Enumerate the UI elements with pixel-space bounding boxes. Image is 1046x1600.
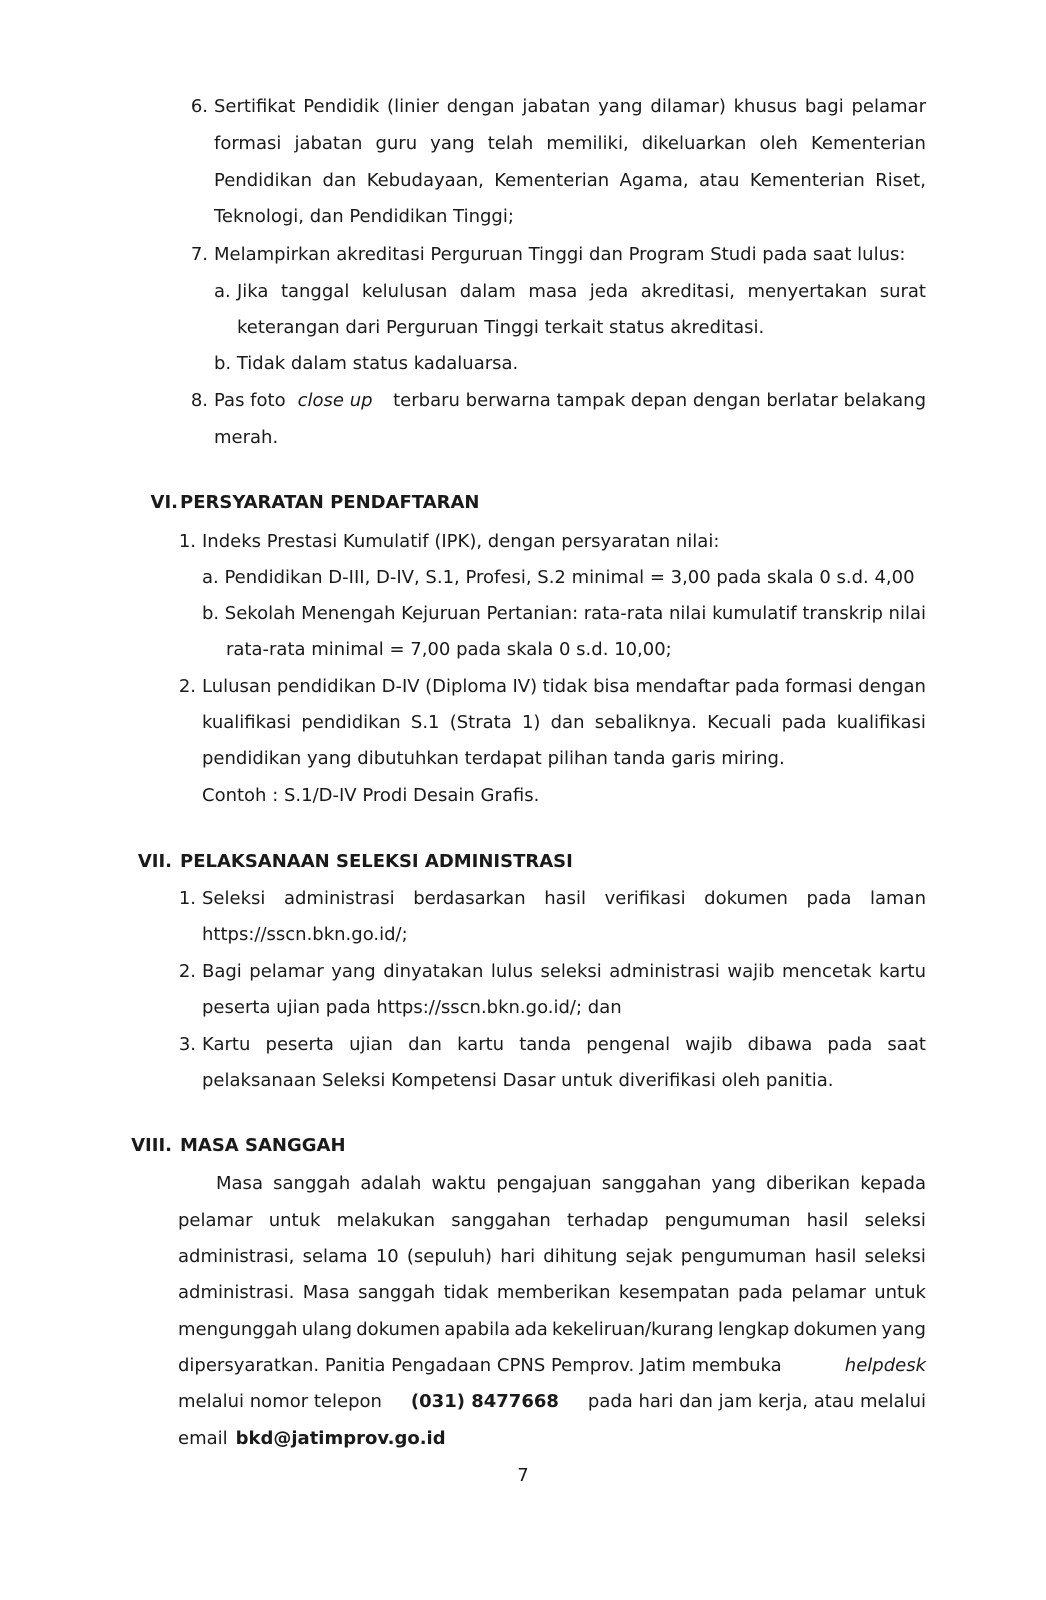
page-number: 7 [517,1465,529,1486]
word: administrasi [283,888,395,909]
text-run: pada hari dan jam kerja, atau melalui [587,1391,926,1412]
word: laman [869,888,926,909]
word: Masa [302,1282,350,1303]
word: seleksi [540,961,602,982]
word: rata-rata [583,603,664,624]
word: mendaftar [635,676,730,697]
word: dalam [459,281,516,302]
word: hasil [806,1210,849,1231]
word: pengenal [586,1034,671,1055]
paragraph-line [202,960,926,984]
word: diberikan [766,1173,851,1194]
word: khusus [733,96,798,117]
paragraph-line: peserta ujian pada https://sscn.bkn.go.id/; dan [202,997,622,1018]
word: 10 [375,1246,399,1267]
word: peserta [265,1034,334,1055]
word: sanggah [273,1173,351,1194]
word: tidak [443,1282,489,1303]
word: b. [202,603,220,624]
word: apabila [444,1319,511,1340]
word: Kecuali [707,712,772,733]
section-title: PELAKSANAAN SELEKSI ADMINISTRASI [180,851,573,872]
word: Kementerian [749,170,865,191]
list-number: 2. [178,961,196,982]
word: sanggahan [451,1210,551,1231]
list-number: 1. [178,888,196,909]
paragraph-line [202,1033,926,1057]
word: Kementerian [494,170,610,191]
word: pendidikan [276,676,377,697]
word: pada [806,888,852,909]
word: mencetak [782,961,872,982]
word: sejak [625,1246,673,1267]
italic-term: close up [297,390,373,411]
text-run: terbaru berwarna tampak depan dengan berlatar belakang [393,390,926,411]
word: dokumen [704,888,788,909]
section-numeral: VI. [150,492,178,513]
word: verifikasi [604,888,686,909]
word: waktu [431,1173,487,1194]
word: pelamar [791,1282,866,1303]
word: (sepuluh) [406,1246,493,1267]
word: wajib [727,961,775,982]
word: mengunggah [178,1319,298,1340]
word: Kartu [202,1034,251,1055]
word: Agama, [619,170,689,191]
word: dokumen [356,1319,440,1340]
word: sanggah [358,1282,436,1303]
word: terhadap [566,1210,649,1231]
list-number: 7. [190,244,208,265]
word: yang [881,1319,926,1340]
word: akreditasi, [640,281,735,302]
word: pelamar [178,1210,253,1231]
word: berdasarkan [413,888,526,909]
word: seleksi [864,1210,926,1231]
word: Menengah [301,603,396,624]
word: Kejuruan [401,603,481,624]
word: kelulusan [361,281,448,302]
word: transkrip [802,603,883,624]
paragraph-line [178,1281,926,1305]
paragraph-line: a. Pendidikan D-III, D-IV, S.1, Profesi, S.2 minimal = 3,00 pada skala 0 s.d. 4,00 [202,567,915,588]
word: sebaliknya. [594,712,697,733]
paragraph-line: pendidikan yang dibutuhkan terdapat pilihan tanda garis miring. [202,748,785,769]
word: jabatan [294,133,363,154]
word: (Diploma [425,676,507,697]
word: pendidikan [301,712,401,733]
word: administrasi. [178,1282,295,1303]
word: hari [500,1246,536,1267]
phone-number: (031) 8477668 [410,1391,559,1412]
word: dihitung [543,1246,618,1267]
sublist-label: a. [214,281,231,302]
word: wajib [685,1034,733,1055]
word: Sertifikat [214,96,296,117]
word: hasil [544,888,587,909]
word: Kementerian [810,133,926,154]
word: atau [698,170,740,191]
word: Bagi [202,961,242,982]
word: Pertanian: [486,603,579,624]
word: 1) [521,712,541,733]
paragraph-line [178,1318,926,1342]
email-address: bkd@jatimprov.go.id [235,1428,446,1449]
paragraph-line: rata-rata minimal = 7,00 pada skala 0 s.d. 10,00; [226,639,672,660]
word: S.1 [410,712,440,733]
word: pada [827,1034,873,1055]
word: kartu [878,961,926,982]
list-number: 3. [178,1034,196,1055]
text-run: Pas foto [214,390,286,411]
word: yang [331,961,376,982]
italic-term: helpdesk [844,1355,926,1376]
word: untuk [874,1282,926,1303]
paragraph-line [178,1209,926,1233]
word: yang [598,96,643,117]
word: dilamar) [650,96,726,117]
word: ada [514,1319,548,1340]
text-run: dipersyaratkan. Panitia Pengadaan CPNS Pemprov. Jatim membuka [178,1355,782,1376]
word: nilai [888,603,926,624]
word: Pendidikan [214,170,313,191]
word: kesempatan [618,1282,730,1303]
paragraph-line [214,95,926,119]
word: formasi [214,133,282,154]
word: (linier [387,96,439,117]
word: pelamar [851,96,926,117]
paragraph-line: Melampirkan akreditasi Perguruan Tinggi dan Program Studi pada saat lulus: [214,244,906,265]
word: D-IV [381,676,420,697]
paragraph-line [202,887,926,911]
word: seleksi [864,1246,926,1267]
word: dan [322,170,357,191]
word: selama [302,1246,368,1267]
paragraph-line [178,1427,446,1451]
word: IV) [512,676,538,697]
word: Lulusan [202,676,272,697]
word: lengkap [717,1319,790,1340]
word: dengan [858,676,926,697]
word: saat [887,1034,926,1055]
word: lulus [490,961,534,982]
word: ujian [349,1034,393,1055]
paragraph-line: Teknologi, dan Pendidikan Tinggi; [214,206,514,227]
word: Sekolah [224,603,296,624]
word: pelamar [249,961,324,982]
word: masa [528,281,578,302]
word: ulang [301,1319,353,1340]
word: surat [879,281,926,302]
word: Riset, [875,170,926,191]
paragraph-line [178,1354,926,1378]
paragraph-line: merah. [214,427,279,448]
paragraph-line [202,602,926,626]
word: kekeliruan/kurang [552,1319,714,1340]
word: kartu [457,1034,505,1055]
word: bisa [593,676,630,697]
word: pada [734,676,780,697]
word: adalah [360,1173,422,1194]
word: telah [487,133,534,154]
word: dinyatakan [383,961,484,982]
word: kualifikasi [836,712,926,733]
paragraph-line: Contoh : S.1/D-IV Prodi Desain Grafis. [202,785,540,806]
paragraph-line: pelaksanaan Seleksi Kompetensi Dasar untuk diverifikasi oleh panitia. [202,1070,834,1091]
section-numeral: VIII. [131,1135,172,1156]
paragraph-line [202,711,926,735]
paragraph-line: Indeks Prestasi Kumulatif (IPK), dengan persyaratan nilai: [202,531,720,552]
word: tidak [542,676,588,697]
paragraph-line [178,1245,926,1269]
word: tanda [519,1034,572,1055]
word: Pendidik [303,96,380,117]
paragraph-line [202,675,926,699]
paragraph-line [214,132,926,156]
word: kualifikasi [202,712,292,733]
word: melakukan [336,1210,436,1231]
section-numeral: VII. [137,851,172,872]
word: dengan [446,96,515,117]
word: bagi [804,96,844,117]
word: memberikan [496,1282,611,1303]
paragraph-line [237,280,926,304]
word: Masa [216,1173,263,1194]
word: tanggal [280,281,350,302]
text-run: email [178,1428,228,1449]
word: yang [430,133,475,154]
word: dokumen [793,1319,878,1340]
word: nilai [668,603,707,624]
section-title: MASA SANGGAH [180,1135,346,1156]
word: jeda [589,281,629,302]
paragraph-line [178,1390,926,1414]
word: memiliki, [546,133,629,154]
link-text: https://sscn.bkn.go.id/; [202,924,408,945]
word: kepada [860,1173,926,1194]
word: Seleksi [202,888,266,909]
word: (Strata [449,712,512,733]
word: pengumuman [664,1210,791,1231]
word: pengajuan [496,1173,592,1194]
text-run: melalui nomor telepon [178,1391,382,1412]
paragraph-line [214,169,926,193]
word: administrasi, [178,1246,295,1267]
word: dan [550,712,585,733]
paragraph-line [214,389,926,413]
word: hasil [814,1246,857,1267]
list-number: 6. [190,96,208,117]
list-number: 1. [178,531,196,552]
paragraph-line [216,1172,926,1196]
word: pengumuman [680,1246,807,1267]
word: Jika [237,281,269,302]
paragraph-line: b. Tidak dalam status kadaluarsa. [214,353,519,374]
word: dibawa [747,1034,813,1055]
word: pada [738,1282,783,1303]
word: Kebudayaan, [366,170,484,191]
section-title: PERSYARATAN PENDAFTARAN [180,492,480,513]
word: untuk [268,1210,321,1231]
word: dikeluarkan [641,133,747,154]
paragraph-line: keterangan dari Perguruan Tinggi terkait status akreditasi. [237,317,765,338]
word: guru [375,133,418,154]
word: formasi [785,676,853,697]
list-number: 8. [190,390,208,411]
word: jabatan [522,96,591,117]
list-number: 2. [178,676,196,697]
word: administrasi [609,961,720,982]
word: menyertakan [747,281,868,302]
word: pada [781,712,827,733]
word: kumulatif [712,603,797,624]
word: yang [711,1173,756,1194]
word: dan [408,1034,442,1055]
word: oleh [759,133,798,154]
word: sanggahan [601,1173,702,1194]
